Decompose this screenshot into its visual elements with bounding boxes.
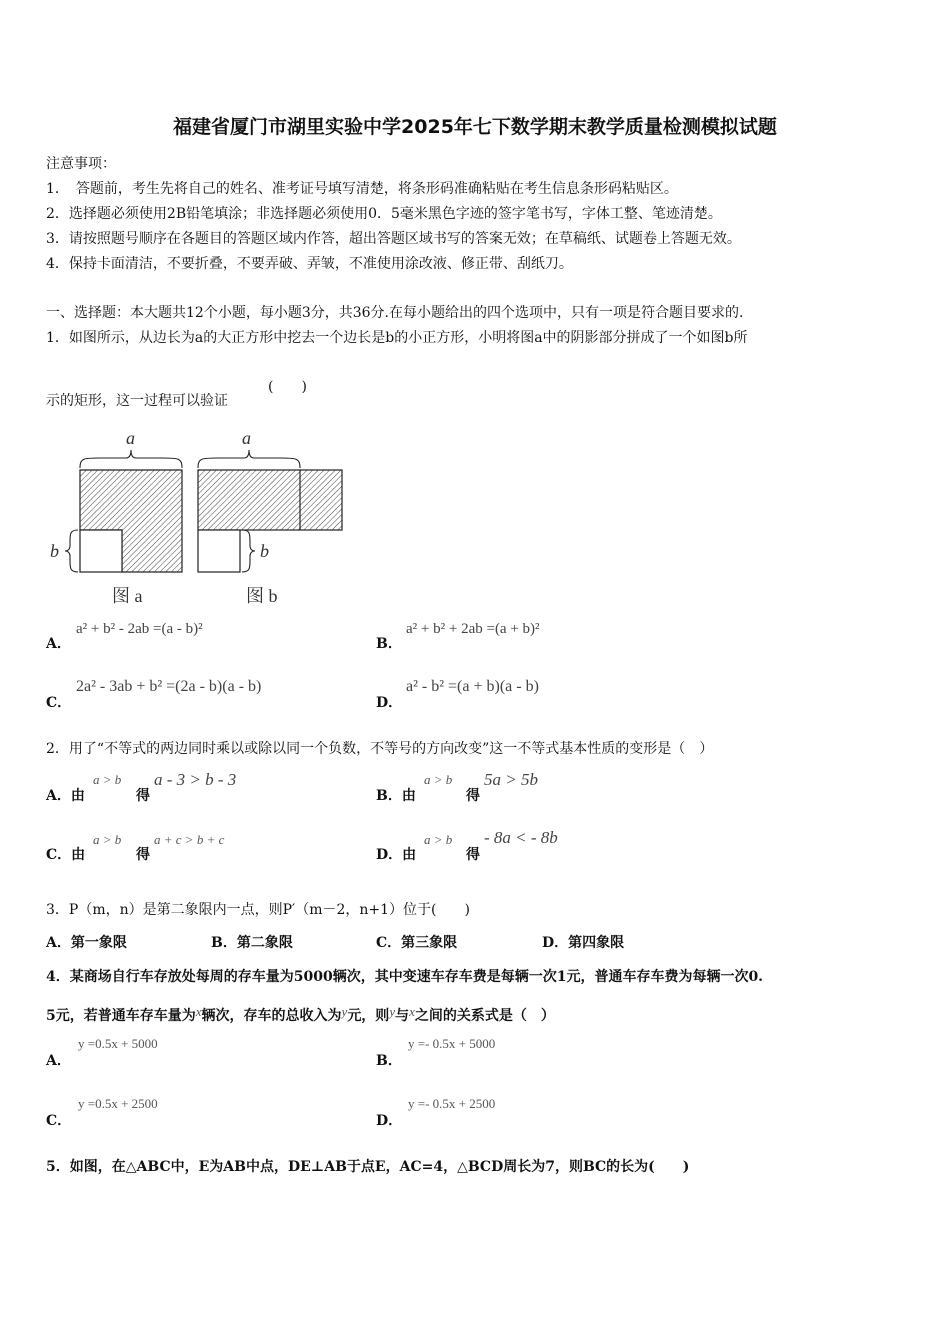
q2-option-b-de: 得 [466,788,480,804]
q4-line2-c: 元，则 [347,1008,390,1024]
q4-option-c-expr: y =0.5x + 2500 [78,1096,158,1111]
q2-option-b-label: B．由 [376,788,416,804]
q4-line1: 4．某商场自行车存放处每周的存车量为5000辆次，其中变速车存车费是每辆一次1元，普通车存车费为每辆一次0. [46,969,764,985]
q2-option-b-cond: a > b [424,772,453,787]
q4-line2-a: 5元，若普通车存车量为 [46,1008,196,1024]
q3-option-d: D．第四象限 [542,935,625,951]
fig-a-label-a: a [126,428,135,448]
q4-option-d-expr: y =- 0.5x + 2500 [408,1096,496,1111]
figure-a [50,428,182,606]
q2-option-a-label: A．由 [46,788,85,804]
q1-option-d-label: D． [376,695,403,711]
q4-line2-d: 与 [395,1008,410,1024]
q4-var-y1: y [341,1004,348,1019]
notice-item-4: 4．保持卡面清洁，不要折叠，不要弄破、弄皱，不准使用涂改液、修正带、刮纸刀。 [46,256,573,272]
q1-figure [40,420,360,610]
q4-option-b-label: B． [376,1053,402,1069]
q1-option-c-expr: 2a² - 3ab + b² =(2a - b)(a - b) [76,678,262,695]
notice-item-1: 1． 答题前，考生先将自己的姓名、准考证号填写清楚，将条形码准确粘贴在考生信息条形码粘贴区。 [46,181,678,197]
q2-option-c-res: a + c > b + c [154,832,225,847]
fig-b-caption: 图 b [246,586,278,606]
q2-option-b-res: 5a > 5b [484,770,538,789]
q2-option-a-res: a - 3 > b - 3 [154,770,237,789]
fig-a-label-b: b [50,541,59,561]
fig-b-label-a: a [242,428,251,448]
q2-option-d-res: - 8a < - 8b [484,828,558,847]
q4-var-y2: y [389,1004,396,1019]
q2-option-a-de: 得 [136,788,150,804]
q4-line2 [46,1004,555,1025]
q2-option-d-label: D．由 [376,847,417,863]
q3-option-a: A．第一象限 [46,935,127,951]
q1-line2: 示的矩形，这一过程可以验证 [46,393,228,409]
q4-option-a-expr: y =0.5x + 5000 [78,1036,158,1051]
q5-text: 5．如图，在△ABC中，E为AB中点，DE⊥AB于点E，AC=4，△BCD周长为7，则BC的长为( ) [46,1159,690,1175]
q1-option-b-expr: a² + b² + 2ab =(a + b)² [406,621,540,637]
q4-var-x1: x [195,1004,202,1019]
fig-a-caption: 图 a [112,586,143,606]
q2-option-c-de: 得 [136,847,150,863]
q1-option-c-label: C． [46,695,72,711]
q1-line1: 1．如图所示，从边长为a的大正方形中挖去一个边长是b的小正方形，小明将图a中的阴影部分拼成了一个如图b所 [46,330,748,346]
page-title: 福建省厦门市湖里实验中学2025年七下数学期末教学质量检测模拟试题 [173,116,777,138]
q3-text: 3．P（m，n）是第二象限内一点，则P′（m－2，n+1）位于( ) [46,902,470,918]
q2-option-d-cond: a > b [424,832,453,847]
q2-option-c-cond: a > b [93,832,122,847]
notice-heading: 注意事项： [46,156,116,172]
q4-option-b-expr: y =- 0.5x + 5000 [408,1036,496,1051]
q4-option-c-label: C． [46,1113,72,1129]
notice-item-3: 3．请按照题号顺序在各题目的答题区域内作答，超出答题区域书写的答案无效；在草稿纸、试题卷上答题无效。 [46,231,741,247]
q1-option-a-expr: a² + b² - 2ab =(a - b)² [76,621,203,637]
q1-option-a-label: A． [46,636,71,652]
q1-option-d-expr: a² - b² =(a + b)(a - b) [406,678,539,695]
fig-b-label-b: b [260,541,269,561]
q1-paren: ( ) [268,379,307,395]
q2-option-d-de: 得 [466,847,480,863]
q4-line2-b: 辆次，存车的总收入为 [201,1008,342,1024]
q2-option-a-cond: a > b [93,772,122,787]
q2-text: 2．用了“不等式的两边同时乘以或除以同一个负数，不等号的方向改变”这一不等式基本性质的变形是（ ） [46,741,714,757]
q4-var-x2: x [409,1004,415,1019]
figure-b [198,428,342,606]
q3-option-b: B．第二象限 [211,935,293,951]
q2-option-c-label: C．由 [46,847,86,863]
section-heading: 一、选择题：本大题共12个小题，每小题3分，共36分.在每小题给出的四个选项中，只有一项是符合题目要求的. [46,305,744,321]
q4-line2-e: 之间的关系式是（ ） [414,1008,555,1024]
q1-option-b-label: B． [376,636,402,652]
q4-option-d-label: D． [376,1113,403,1129]
q3-option-c: C．第三象限 [376,935,458,951]
q4-option-a-label: A． [46,1053,71,1069]
notice-item-2: 2．选择题必须使用2B铅笔填涂；非选择题必须使用0．5毫米黑色字迹的签字笔书写，字体工整、笔迹清楚。 [46,206,722,222]
